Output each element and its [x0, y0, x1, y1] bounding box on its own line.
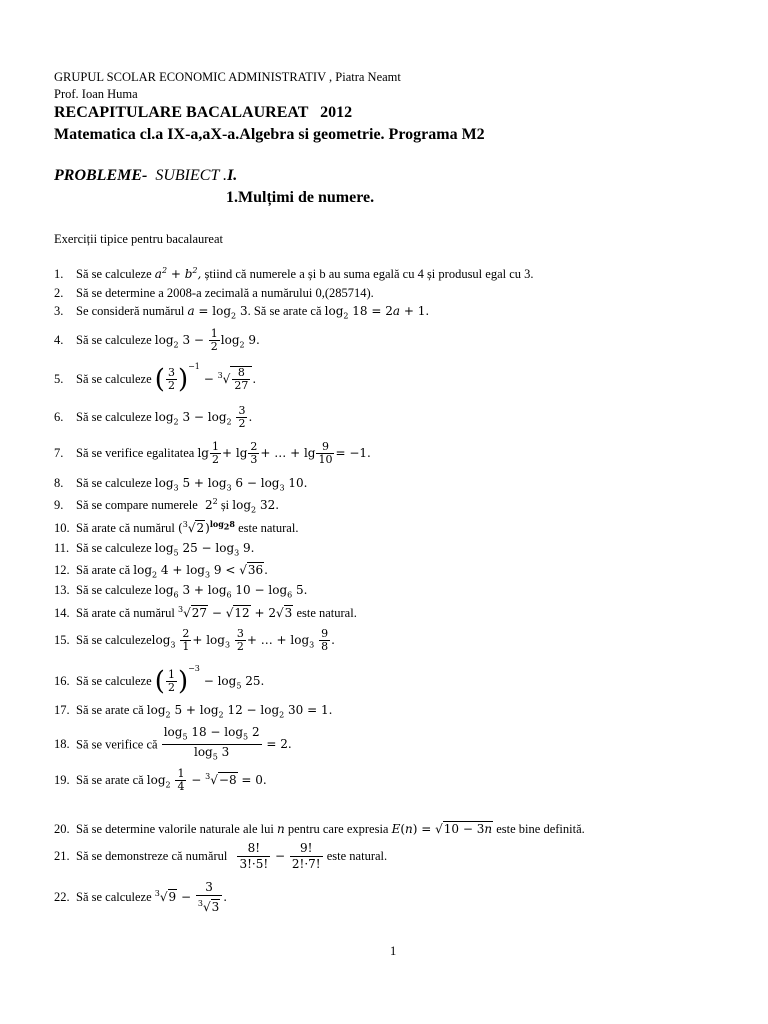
problem-item: 21. Să se demonstreze că numărul $\frac{8!}{3!\cdot 5!}$ − $\frac{9!}{2!\cdot 7!}$ este natural. — [54, 841, 388, 871]
problem-item: 9. Să se compare numerele $2^2$ și $\log_2 32$. — [54, 497, 280, 515]
intro-text: Exerciții tipice pentru bacalaureat — [54, 232, 224, 246]
problem-item: 11. Să se calculeze $\log_5 25 - \log_3 9$. — [54, 541, 255, 558]
school-name: GRUPUL SCOLAR ECONOMIC ADMINISTRATIV , Piatra Neamt — [54, 70, 401, 84]
problem-item: 7. Să se verifice egalitatea lg $\frac{1}{2}$ + lg $\frac{2}{3}$ + … + lg $\frac{9}{10}$ = −1. — [54, 440, 371, 466]
section-heading — [54, 167, 237, 185]
problem-item: 20. Să se determine valorile naturale ale lui n pentru care expresia E(n) = √10 − 3n este bine definită. — [54, 822, 585, 836]
problem-item: 1. Să se calculeze $a^2 + b^2$, știind că numerele a și b au suma egală cu 4 și produsul egal cu 3. — [54, 266, 534, 281]
problem-item: 10. Să arate că numărul $(^3√2)^{log_28}$ este natural. — [54, 519, 299, 535]
subject-numeral: I. — [227, 167, 238, 184]
problem-item: 14. Să arate că numărul $^3$√27 − √12 + 2√3 este natural. — [54, 605, 357, 620]
problem-item: 22. Să se calculeze $^3$√9 − $\frac{3}{^3√3}$ . — [54, 880, 228, 914]
page-number: 1 — [390, 944, 397, 958]
problem-item: 8. Să se calculeze $\log_3 5 + \log_3 6 - \log_3 10$. — [54, 476, 308, 493]
subject-label: SUBIECT . — [155, 167, 228, 184]
teacher-name: Prof. Ioan Huma — [54, 87, 138, 101]
problem-item: 2. Să se determine a 2008-a zecimală a numărului 0,(285714). — [54, 286, 374, 300]
problem-item: 18. Să se verifice că $\frac{\log_5 18 - \log_5 2}{\log_5 3}$ = 2. — [54, 725, 292, 762]
document-subtitle: Matematica cl.a IX-a,aX-a.Algebra si geometrie. Programa M2 — [54, 126, 485, 143]
problem-item: 15. Să se calculezelog$_3$ $\frac{2}{1}$ + $\log_3$ $\frac{3}{2}$ + … + $\log_3$ $\frac{9}{8}$ . — [54, 627, 335, 653]
chapter-title: 1.Mulțimi de numere. — [226, 189, 375, 206]
problem-item: 19. Să se arate că $\log_2$ $\frac{1}{4}$ − $^3$√−8 = 0. — [54, 767, 267, 793]
problem-item: 4. Să se calculeze $\log_2 3$ − $\frac{1}{2}$ $\log_2 9$. — [54, 327, 260, 353]
problem-item: 12. Să arate că $\log_2 4 + \log_3 9 < √36$. — [54, 563, 268, 580]
document-title: RECAPITULARE BACALAUREAT 2012 — [54, 104, 353, 121]
problem-item: 3. Se consideră numărul $a = \log_2 3$. Să se arate că $\log_2 18 = 2a + 1$. — [54, 304, 430, 321]
problem-item: 6. Să se calculeze $\log_2 3 - \log_2$ $\frac{3}{2}$ . — [54, 404, 253, 430]
problem-item: 16. Să se calculeze ( $\frac{1}{2}$ )$^{-3} - \log_5 25$. — [54, 664, 265, 697]
problem-item: 5. Să se calculeze ( $\frac{3}{2}$ )$^{-1}$ − $^3$√ $\frac{8}{27}$ . — [54, 362, 257, 395]
problems-label: PROBLEME- — [54, 167, 148, 184]
problem-item: 17. Să se arate că $\log_2 5 + \log_2 12 - \log_2 30 = 1$. — [54, 703, 333, 720]
problem-item: 13. Să se calculeze $\log_6 3 + \log_6 10 - \log_6 5$. — [54, 583, 308, 600]
expr-a2-plus-b2: $a^2 + b^2$, — [154, 266, 202, 281]
